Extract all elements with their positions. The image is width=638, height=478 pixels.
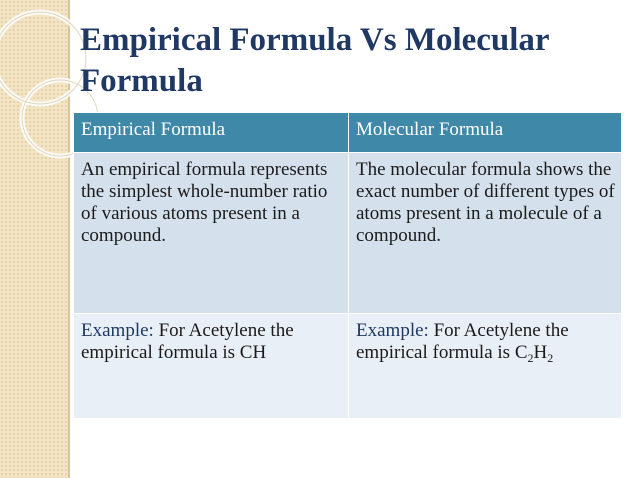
empirical-definition: An empirical formula represents the simplest whole-number ratio of various atoms present in a compound. — [74, 153, 349, 314]
empirical-example — [74, 314, 349, 419]
example-row — [74, 314, 622, 419]
header-row — [74, 113, 622, 153]
example-text: For Acetylene the empirical formula is — [356, 320, 569, 363]
comparison-table — [73, 112, 622, 419]
header-empirical: Empirical Formula — [74, 113, 349, 153]
header-molecular: Molecular Formula — [349, 113, 622, 153]
example-label: Example: — [356, 320, 429, 341]
slide-title: Empirical Formula Vs Molecular Formula — [80, 22, 549, 99]
molecular-example — [349, 314, 622, 419]
example-text: For Acetylene the empirical formula is CH — [81, 320, 294, 363]
formula-element: C — [514, 342, 528, 363]
formula-subscript: 2 — [547, 351, 554, 365]
formula-subscript: 2 — [527, 351, 534, 365]
chemical-formula — [515, 342, 553, 363]
molecular-definition: The molecular formula shows the exact number of different types of atoms present in a molecule of a compound. — [349, 153, 622, 314]
definition-row — [74, 153, 622, 314]
formula-element: H — [533, 342, 548, 363]
example-label: Example: — [81, 320, 154, 341]
